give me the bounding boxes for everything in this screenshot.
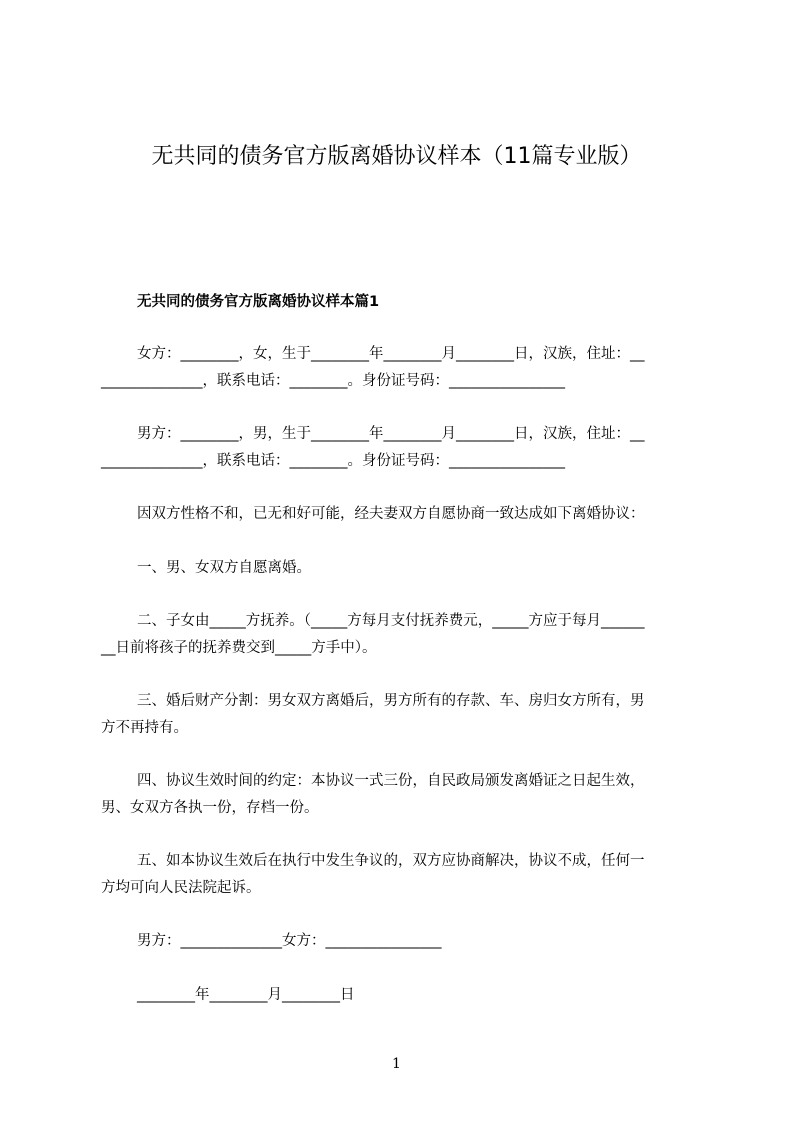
clause-2-line-1: 二、子女由_____方抚养。（_____方每月支付抚养费元，_____方应于每月______	[137, 613, 645, 629]
clause-4-line-2: 男、女双方各执一份，存档一份。	[101, 800, 319, 816]
date-line: ________年________月________日	[137, 987, 355, 1003]
section-heading: 无共同的债务官方版离婚协议样本篇1	[137, 294, 380, 310]
man-info-line-1: 男方：________，男，生于________年________月________日，汉族，住址：__	[137, 426, 645, 442]
woman-info-line-2: ______________，联系电话：________。身份证号码：________________	[101, 373, 565, 389]
intro-paragraph: 因双方性格不和，已无和好可能，经夫妻双方自愿协商一致达成如下离婚协议：	[137, 506, 645, 522]
clause-1: 一、男、女双方自愿离婚。	[137, 560, 311, 576]
clause-4-line-1: 四、协议生效时间的约定：本协议一式三份，自民政局颁发离婚证之日起生效，	[137, 773, 645, 789]
document-title: 无共同的债务官方版离婚协议样本（11篇专业版）	[151, 144, 642, 169]
signature-line: 男方：______________女方：________________	[137, 933, 442, 949]
clause-5-line-1: 五、如本协议生效后在执行中发生争议的，双方应协商解决，协议不成，任何一	[137, 853, 645, 869]
man-info-line-2: ______________，联系电话：________。身份证号码：________________	[101, 453, 565, 469]
page-number: 1	[392, 1056, 401, 1072]
woman-info-line-1: 女方：________，女，生于________年________月________日，汉族，住址：__	[137, 346, 645, 362]
clause-3-line-2: 方不再持有。	[101, 720, 188, 736]
clause-3-line-1: 三、婚后财产分割：男女双方离婚后，男方所有的存款、车、房归女方所有，男	[137, 693, 645, 709]
clause-2-line-2: __日前将孩子的抚养费交到_____方手中）。	[101, 640, 377, 656]
clause-5-line-2: 方均可向人民法院起诉。	[101, 880, 261, 896]
